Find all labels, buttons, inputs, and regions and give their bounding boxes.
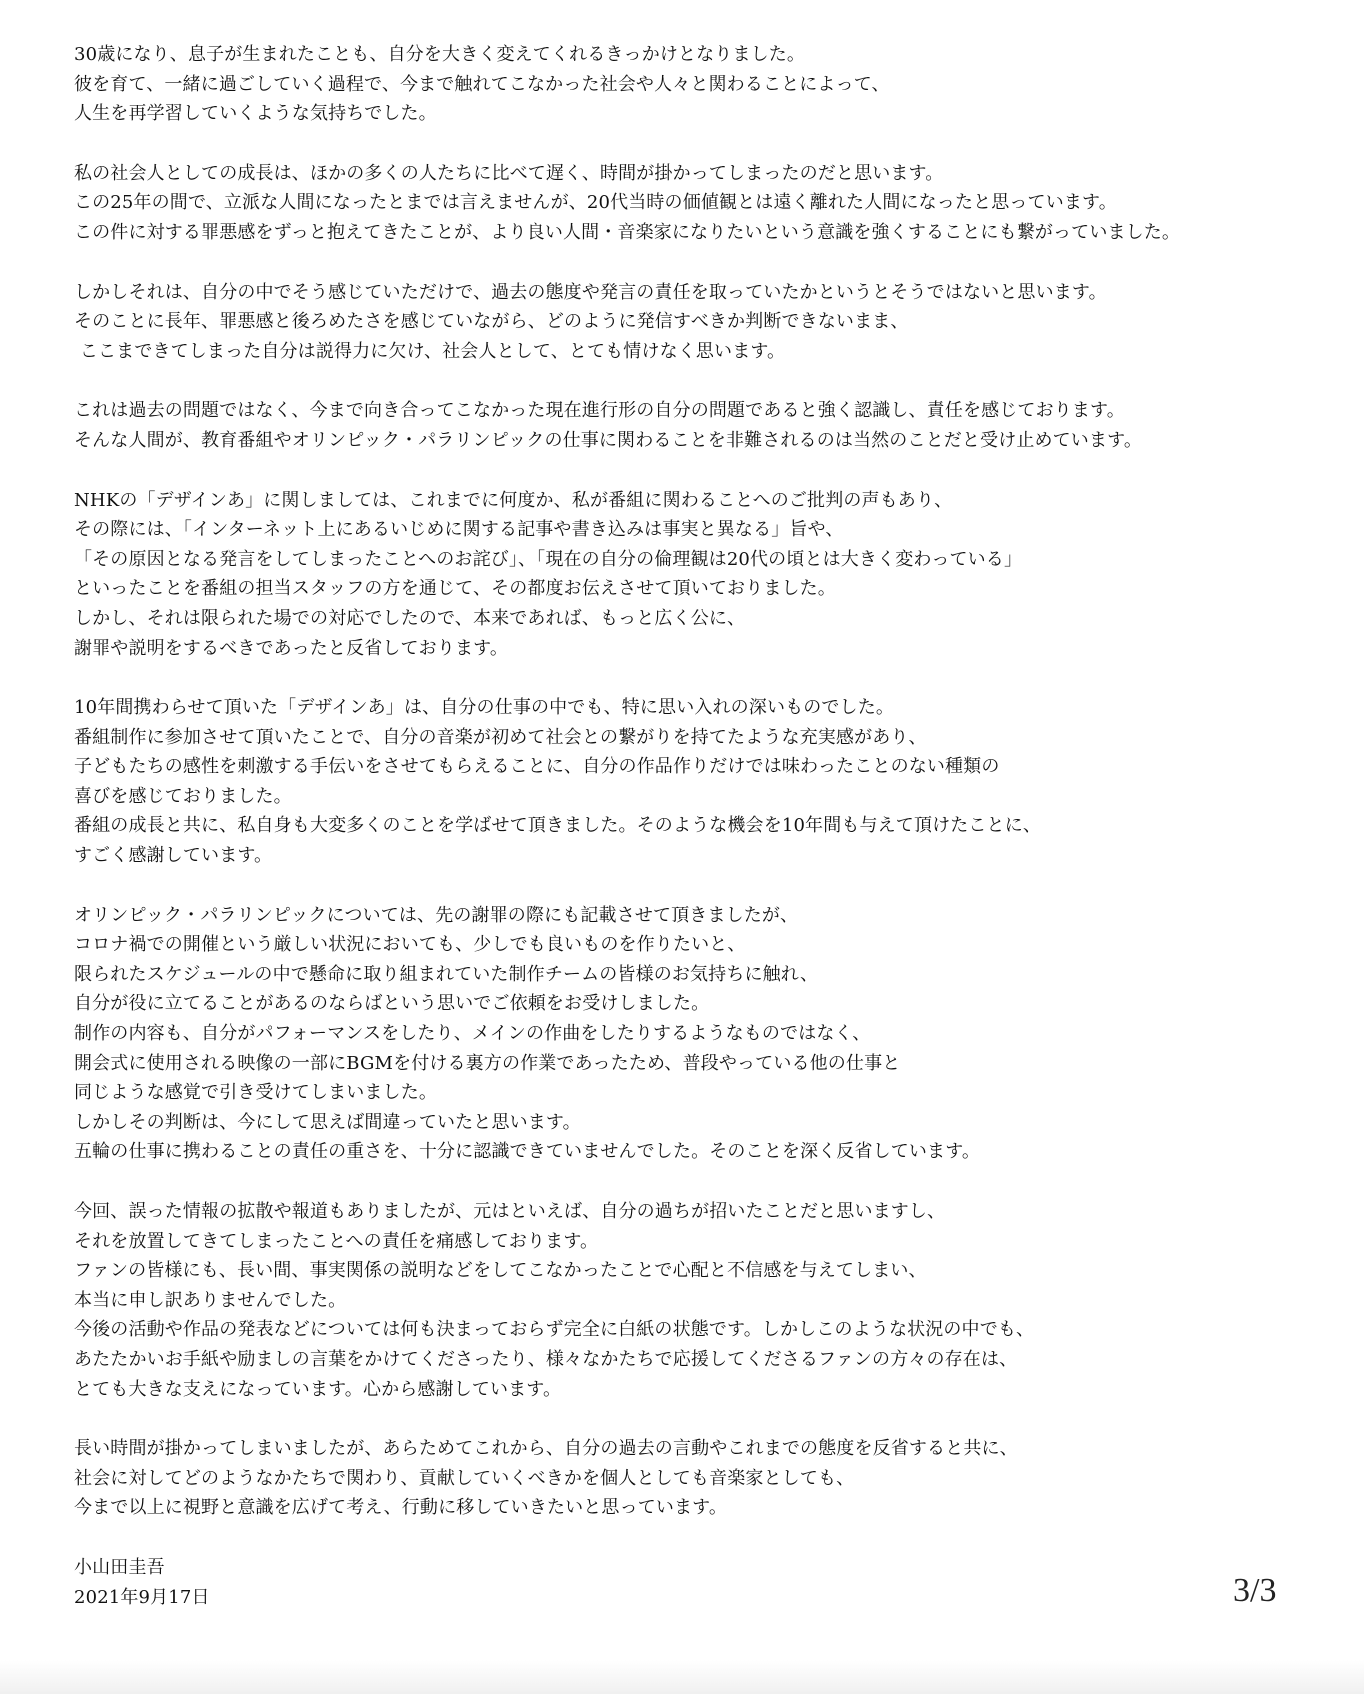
text-line: 五輪の仕事に携わることの責任の重さを、十分に認識できていませんでした。そのことを深く反省しています。: [74, 1141, 981, 1163]
text-line: 謝罪や説明をするべきであったと反省しております。: [74, 637, 508, 659]
paragraph: [74, 486, 1344, 664]
page-bottom-edge: [0, 1660, 1364, 1694]
text-line: 人生を再学習していくような気持ちでした。: [74, 103, 437, 125]
text-line: 今回、誤った情報の拡散や報道もありましたが、元はといえば、自分の過ちが招いたことだと思いますし、: [74, 1201, 946, 1222]
page-number: 3/3: [1233, 1572, 1277, 1609]
paragraph: [74, 901, 1344, 1167]
text-line: すごく感謝しています。: [74, 845, 273, 867]
text-line: この25年の間で、立派な人間になったとまでは言えませんが、20代当時の価値観とは遠く離れた人間になったと思っています。: [74, 192, 1117, 214]
signature-block: [74, 1553, 1344, 1612]
text-line: 長い時間が掛かってしまいましたが、あらためてこれから、自分の過去の言動やこれまでの態度を反省すると共に、: [74, 1438, 1018, 1460]
text-line: ファンの皆様にも、長い間、事実関係の説明などをしてこなかったことで心配と不信感を与えてしまい、: [74, 1260, 927, 1282]
paragraph: [74, 1434, 1344, 1523]
text-line: 30歳になり、息子が生まれたことも、自分を大きく変えてくれるきっかけとなりました。: [74, 44, 806, 65]
paragraph: [74, 159, 1344, 248]
text-line: 今後の活動や作品の発表などについては何も決まっておらず完全に白紙の状態です。しかしこのような状況の中でも、: [74, 1319, 1035, 1341]
text-line: 本当に申し訳ありませんでした。: [74, 1289, 347, 1311]
paragraph: [74, 278, 1344, 367]
text-line: 彼を育て、一緒に過ごしていく過程で、今まで触れてこなかった社会や人々と関わることによって、: [74, 73, 890, 95]
letter-body: [74, 40, 1344, 1612]
text-line: 番組の成長と共に、私自身も大変多くのことを学ばせて頂きました。そのような機会を10年間も与えて頂けたことに、: [74, 815, 1041, 837]
text-line: これは過去の問題ではなく、今まで向き合ってこなかった現在進行形の自分の問題であると強く認識し、責任を感じております。: [74, 400, 1125, 422]
text-line: 社会に対してどのようなかたちで関わり、貢献していくべきかを個人としても音楽家としても、: [74, 1467, 855, 1489]
text-line: 同じような感覚で引き受けてしまいました。: [74, 1082, 437, 1104]
paragraph: [74, 1197, 1344, 1404]
paragraph: [74, 693, 1344, 871]
text-line: 私の社会人としての成長は、ほかの多くの人たちに比べて遅く、時間が掛かってしまったのだと思います。: [74, 162, 944, 184]
text-line: 自分が役に立てることがあるのならばという思いでご依頼をお受けしました。: [74, 993, 710, 1015]
text-line: といったことを番組の担当スタッフの方を通じて、その都度お伝えさせて頂いておりました。: [74, 578, 836, 600]
text-line: 喜びを感じておりました。: [74, 785, 292, 807]
paragraph: [74, 396, 1344, 455]
text-line: 「その原因となる発言をしてしまったことへのお詫び」、「現在の自分の倫理観は20代の頃とは大きく変わっている」: [74, 548, 1023, 570]
signature-date: 2021年9月17日: [74, 1586, 210, 1608]
text-line: 開会式に使用される映像の一部にBGMを付ける裏方の作業であったため、普段やっている他の仕事と: [74, 1052, 901, 1074]
text-line: しかしその判断は、今にして思えば間違っていたと思います。: [74, 1111, 581, 1133]
text-line: ここまできてしまった自分は説得力に欠け、社会人として、とても情けなく思います。: [74, 340, 786, 362]
signature-name: 小山田圭吾: [74, 1556, 165, 1578]
paragraph: [74, 40, 1344, 129]
text-line: この件に対する罪悪感をずっと抱えてきたことが、より良い人間・音楽家になりたいという意識を強くすることにも繋がっていました。: [74, 221, 1181, 243]
text-line: 限られたスケジュールの中で懸命に取り組まれていた制作チームの皆様のお気持ちに触れ、: [74, 963, 819, 985]
text-line: そんな人間が、教育番組やオリンピック・パラリンピックの仕事に関わることを非難されるのは当然のことだと受け止めています。: [74, 429, 1142, 451]
text-line: オリンピック・パラリンピックについては、先の謝罪の際にも記載させて頂きましたが、: [74, 904, 799, 926]
text-line: 今まで以上に視野と意識を広げて考え、行動に移していきたいと思っています。: [74, 1497, 728, 1519]
text-line: しかし、それは限られた場での対応でしたので、本来であれば、もっと広く公に、: [74, 607, 746, 629]
text-line: それを放置してきてしまったことへの責任を痛感しております。: [74, 1230, 599, 1252]
text-line: そのことに長年、罪悪感と後ろめたさを感じていながら、どのように発信すべきか判断できないまま、: [74, 311, 909, 333]
text-line: 10年間携わらせて頂いた「デザインあ」は、自分の仕事の中でも、特に思い入れの深いものでした。: [74, 697, 894, 719]
text-line: コロナ禍での開催という厳しい状況においても、少しでも良いものを作りたいと、: [74, 934, 746, 956]
text-line: あたたかいお手紙や励ましの言葉をかけてくださったり、様々なかたちで応援してくださるファンの方々の存在は、: [74, 1348, 1018, 1370]
text-line: 子どもたちの感性を刺激する手伝いをさせてもらえることに、自分の作品作りだけでは味わったことのない種類の: [74, 756, 1000, 778]
text-line: 番組制作に参加させて頂いたことで、自分の音楽が初めて社会との繋がりを持てたような充実感があり、: [74, 726, 927, 748]
text-line: とても大きな支えになっています。心から感謝しています。: [74, 1378, 562, 1400]
text-line: 制作の内容も、自分がパフォーマンスをしたり、メインの作曲をしたりするようなものではなく、: [74, 1023, 871, 1045]
text-line: しかしそれは、自分の中でそう感じていただけで、過去の態度や発言の責任を取っていたかというとそうではないと思います。: [74, 281, 1107, 303]
text-line: NHKの「デザインあ」に関しましては、これまでに何度か、私が番組に関わることへのご批判の声もあり、: [74, 489, 953, 511]
text-line: その際には、「インターネット上にあるいじめに関する記事や書き込みは事実と異なる」旨や、: [74, 519, 844, 541]
